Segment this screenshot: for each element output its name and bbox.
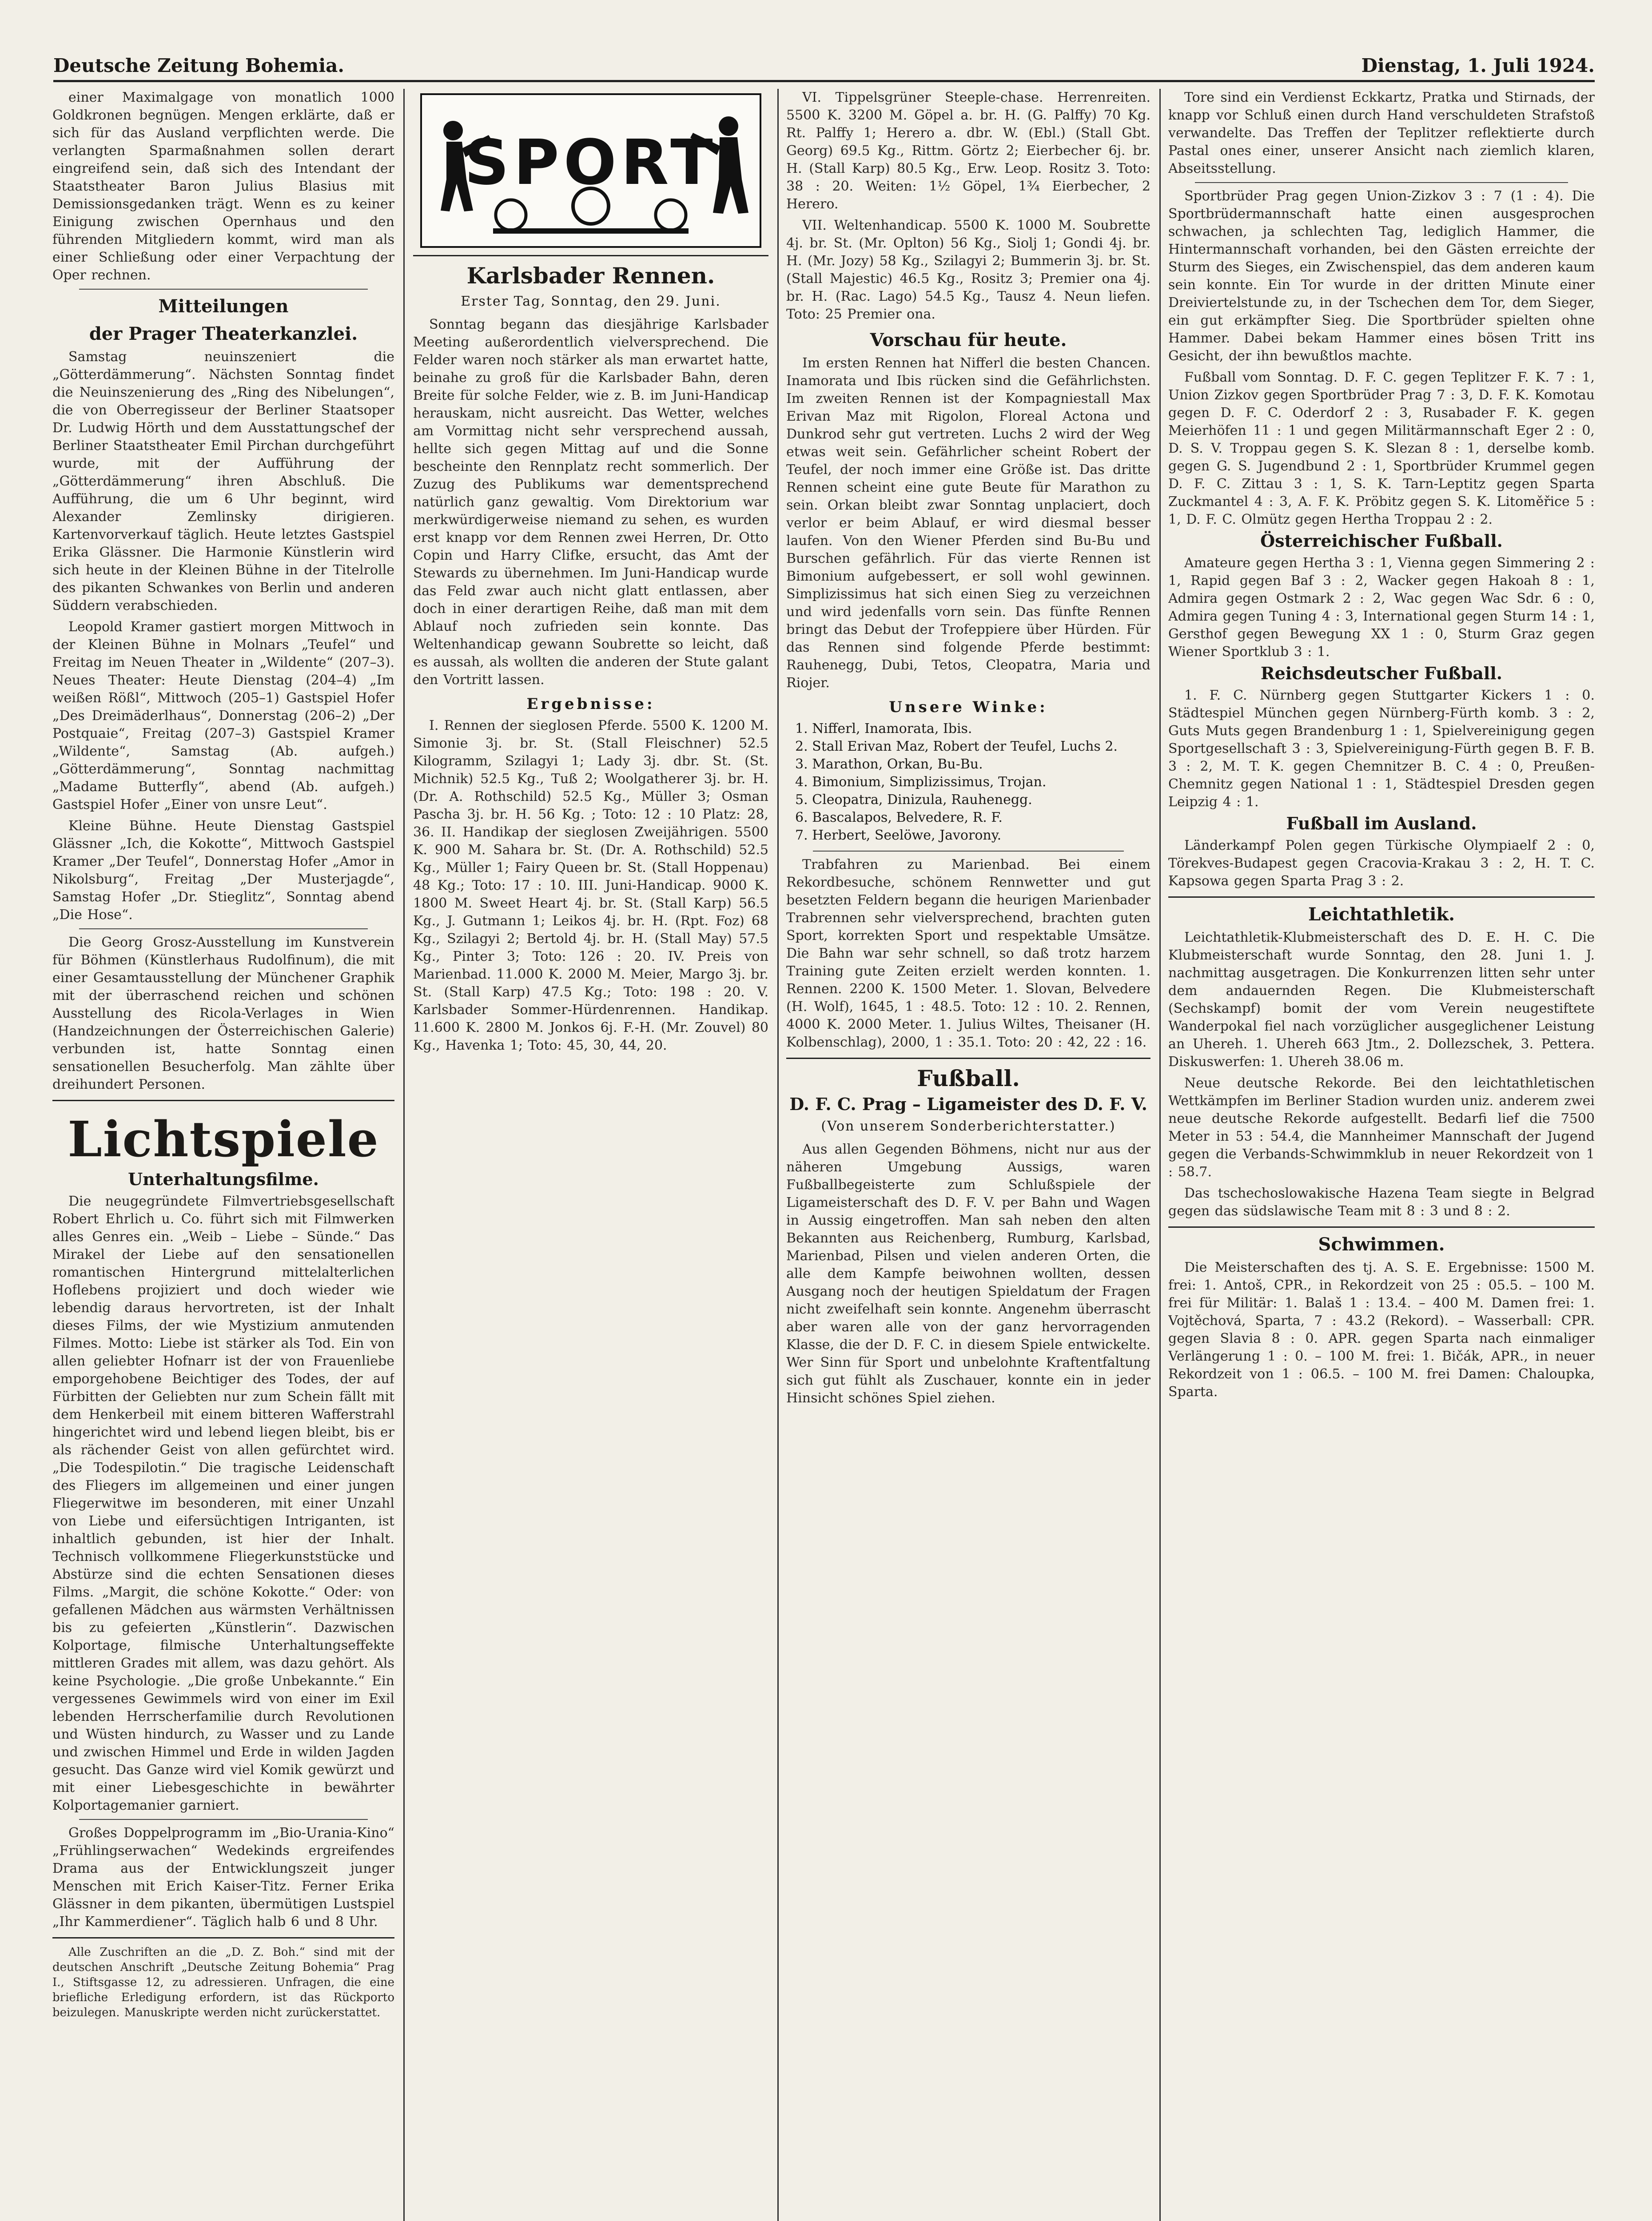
divider — [79, 289, 368, 290]
list-item: 7. Herbert, Seelöwe, Javorony. — [795, 827, 1002, 843]
trabfahren-paragraph: Trabfahren zu Marienbad. Bei einem Rekordbesuche, schönem Rennwetter und gut besetzten Feldern begann die heurigen Marienbader Trabrennen sehr vielversprechend, brachten guten Sport, korrekten Sport und respektable Umsätze. Die Bahn war sehr schnell, so daß trotz harzem Training gute Zeiten erzielt werden konnten. 1. Rennen. 2200 K. 1500 Meter. 1. Slovan, Belvedere (H. Wolf), 1645, 1 : 48.5. Toto: 12 : 10. 2. Rennen, 4000 K. 2000 Meter. 1. Julius Wiltes, Theisaner (H. Kolbenschlag), 2000, 1 : 35.1. Toto: 20 : 42, 22 : 16. — [786, 856, 1150, 1050]
divider — [1168, 896, 1595, 898]
column-rule — [1159, 89, 1161, 2221]
fussball-sonntag-paragraph: Fußball vom Sonntag. D. F. C. gegen Teplitzer F. K. 7 : 1, Union Zizkov gegen Sportbrüder Prag 7 : 3, D. F. K. Komotau gegen D. F. C. Oderdorf 2 : 3, Rusabader F. K. gegen Meierhöfen 11 : 1 und gegen Militärmannschaft Eger 2 : 0, D. S. V. Troppau gegen S. K. Slezan 8 : 1, derselbe komb. gegen G. S. Jugendbund 2 : 1, Sportbrüder Krummel gegen D. F. C. Zittau 3 : 1, S. K. Tarn-Leptitz gegen Sparta Zuckmantel 4 : 3, A. F. K. Pröbitz gegen S. K. Litoměřice 5 : 1, D. F. C. Olmütz gegen Hertha Troppau 2 : 2. — [1168, 370, 1595, 527]
intro-paragraph: einer Maximalgage von monatlich 1000 Goldkronen begnügen. Mengen erklärte, daß er sich für das Ausland verpflichten werde. Die verlangten Sparmaßnahmen sollen derart eingreifend sein, daß sich des Intendant der Staatstheater Baron Julius Blasius mit Demissionsgedanken trägt. Wenn es zu keiner Einigung zwischen Opernhaus und den führenden Mitgliedern kommt, wird man als einer Schließung oder einer Verpachtung der Oper rechnen. — [52, 90, 394, 283]
unterhaltung-subheading: Unterhaltungsfilme. — [128, 1169, 319, 1189]
divider — [79, 1819, 368, 1820]
rennen-paragraph: Sonntag begann das diesjährige Karlsbader Meeting außerordentlich vielversprechend. Die Felder waren noch stärker als man erwartet hatte, beinahe zu groß für die Karlsbader Bahn, deren Breite für solche Felder, wie z. B. im Juni-Handicap herauskam, nicht ausreicht. Das Wetter, welches am Vormittag nicht sehr versprechend aussah, hellte sich gegen Mittag auf und die Sonne bescheinte den Rennplatz recht sommerlich. Der Zuzug des Publikums war dementsprechend natürlich ganz gewaltig. Vom Direktorium war merkwürdigerweise niemand zu sehen, es wurden erst knapp vor dem Rennen zwei Herren, Dr. Otto Copin und Harry Clifke, ersucht, das Amt der Stewards zu übernehmen. Im Juni-Handicap wurde das Feld zwar auch nicht glatt entlassen, aber doch in einer derartigen Reihe, daß man mit dem Ablauf noch zufrieden sein konnte. Das Weltenhandicap gewann Soubrette so leicht, daß es aussah, als wollten die anderen der Stute galant den Vortritt lassen. — [413, 317, 768, 688]
rennen-dateline: Erster Tag, Sonntag, den 29. Juni. — [461, 294, 721, 309]
theater-paragraph: Samstag neuinszeniert die „Götterdämmerung“. Nächsten Sonntag findet die Neuinszenierung des „Ring des Nibelungen“, die von Oberregisseur der Berliner Staatsoper Dr. Ludwig Hörth und dem Ausstattungschef der Berliner Staatstheater Emil Pirchan durchgeführt wurde, mit der Aufführung der „Götterdämmerung“ ihren Abschluß. Die Aufführung, die um 6 Uhr beginnt, wird Alexander Zemlinsky dirigieren. Kartenvorverkauf täglich. Heute letztes Gastspiel Erika Glässner. Die Harmonie Künstlerin wird sich heute in der Kleinen Bühne in der Titelrolle des pikanten Schwankes von Berlin und anderen Süddern verabschieden. — [52, 349, 394, 613]
divider — [413, 255, 768, 256]
mitteilungen-heading: Mitteilungen — [158, 296, 289, 317]
divider — [786, 1058, 1150, 1059]
leichtathletik-paragraph: Leichtathletik-Klubmeisterschaft des D. E. H. C. Die Klubmeisterschaft wurde Sonntag, den 28. Juni 1. J. nachmittag ausgetragen. Die Konkurrenzen litten sehr unter dem andauernden Regen. Die Klubmeisterschaft (Sechskampf) bomit der vom Verein neugestiftete Wanderpokal fiel nach vorzüglicher ausgeglichener Leistung an Uhereh. 1. Uhereh 663 Jtm., 2. Dollezschek, 3. Pettera. Diskuswerfen: 1. Uhereh 38.06 m. — [1168, 930, 1595, 1070]
divider — [1195, 182, 1568, 183]
column-rule — [777, 89, 779, 2221]
fussball-note: (Von unserem Sonderberichterstatter.) — [821, 1118, 1116, 1134]
grosz-paragraph: Die Georg Grosz-Ausstellung im Kunstverein für Böhmen (Künstlerhaus Rudolfinum), die mit einer Gesamtausstellung der Münchener Graphik mit der überraschend reichen und schönen Ausstellung des Ricola-Verlages in Wien (Handzeichnungen der Österreichischen Galerie) verbunden ist, hatte Sonntag einen sensationellen Besucherfolg. Man zählte über dreihundert Personen. — [52, 935, 394, 1092]
kleine-buehne-paragraph: Kleine Bühne. Heute Dienstag Gastspiel Glässner „Ich, die Kokotte“, Mittwoch Gastspiel Kramer „Der Teufel“, Donnerstag Hofer „Amor in Nikolsburg“, Freitag „Der Musterjagde“, Samstag Hofer „Dr. Stieglitz“, Sonntag abend „Die Hose“. — [52, 818, 394, 923]
reichsdeutsch-paragraph: 1. F. C. Nürnberg gegen Stuttgarter Kickers 1 : 0. Städtespiel München gegen Nürnberg-Fürth komb. 3 : 2, Guts Muts gegen Brandenburg 1 : 1, Spielvereinigung gegen Sportgesellschaft 3 : 3, Spielvereinigung-Fürth gegen B. F. B. 3 : 2, M. T. K. gegen Chemnitzer B. C. 4 : 0, Preußen-Chemnitz gegen National 1 : 1, Städtespiel Dresden gegen Leipzig 4 : 1. — [1168, 688, 1595, 810]
page-header — [53, 50, 1595, 82]
footer-note: Alle Zuschriften an die „D. Z. Boh.“ sind mit der deutschen Anschrift „Deutsche Zeitung Bohemia“ Prag I., Stiftsgasse 12, zu adressieren. Unfragen, die eine briefliche Erledigung erfordern, ist das Rückporto beizulegen. Manuskripte werden nicht zurückerstattet. — [52, 1946, 394, 2019]
column-3 — [786, 89, 1150, 2221]
top-paragraph: Tore sind ein Verdienst Eckkartz, Pratka und Stirnads, der knapp vor Schluß einen durch Hand verschuldeten Strafstoß verwandelte. Das Treffen der Teplitzer reflektierte durch Pastal ones einer, unserer Ansicht nach ziemlich klaren, Abseitsstellung. — [1168, 90, 1595, 176]
divider — [1168, 1226, 1595, 1228]
list-item: 6. Bascalapos, Belvedere, R. F. — [795, 809, 1003, 825]
sport-banner — [420, 93, 761, 248]
list-item: 3. Marathon, Orkan, Bu-Bu. — [795, 756, 983, 772]
tippelsgruener-paragraph: VI. Tippelsgrüner Steeple-chase. Herrenreiten. 5500 K. 3200 M. Göpel a. br. H. (G. Palffy) 70 Kg. Rt. Palffy 1; Herero a. dbr. W. (Ebl.) (Stall Gbt. Georg) 69.5 Kg., Rittm. Görtz 2; Eierbecher 6j. br. H. (Stall Karp) 80.5 Kg., Erw. Leop. Rositz 3. Toto: 38 : 20. Weiten: 1½ Göpel, 1¾ Eierbecher, 2 Herero. — [786, 90, 1150, 212]
list-item: 2. Stall Erivan Maz, Robert der Teufel, Luchs 2. — [795, 738, 1118, 754]
ergebnisse-paragraph: I. Rennen der sieglosen Pferde. 5500 K. 1200 M. Simonie 3j. br. St. (Stall Fleischner) 52.5 Kilogramm, Szilagyi 1; Lady 3j. dbr. St. (St. Michnik) 52.5 Kg., Tuß 2; Woolgatherer 3j. br. H. (Dr. A. Rothschild) 52.5 Kg., Müller 3; Osman Pascha 3j. br. H. 56 Kg. ; Toto: 12 : 10 Platz: 28, 36. II. Handikap der sieglosen Zweijährigen. 5500 K. 900 M. Sahara br. St. (Dr. A. Rothschild) 52.5 Kg., Müller 1; Fairy Queen br. St. (Stall Hoppenau) 48 Kg.; Toto: 17 : 10. III. Juni-Handicap. 9000 K. 1800 M. Sweet Heart 4j. br. St. (Stall Karp) 56.5 Kg., J. Gutmann 1; Leikos 4j. br. H. (Rpt. Foz) 68 Kg., Szilagyi 2; Bertold 4j. br. H. (Stall May) 57.5 Kg., Pinter 3; Toto: 126 : 20. IV. Preis von Marienbad. 11.000 K. 2000 M. Meier, Margo 3j. br. St. (Stall Karp) 47.5 Kg.; Toto: 198 : 20. V. Karlsbader Sommer-Hürdenrennen. Handikap. 11.600 K. 2800 M. Jonkos 6j. F.-H. (Mr. Zouvel) 80 Kg., Havenka 1; Toto: 45, 30, 44, 20. — [413, 717, 768, 1053]
divider — [52, 1937, 394, 1938]
fussball-heading: Fußball. — [917, 1065, 1020, 1091]
list-item: 5. Cleopatra, Dinizula, Rauhenegg. — [795, 792, 1032, 808]
rennen-heading: Karlsbader Rennen. — [466, 263, 715, 289]
winke-list — [786, 720, 1150, 844]
vorschau-heading: Vorschau für heute. — [870, 330, 1067, 350]
column-4 — [1168, 89, 1595, 2221]
list-item: 1. Nifferl, Inamorata, Ibis. — [795, 720, 972, 736]
sport-banner-illustration — [422, 95, 760, 246]
kramer-paragraph: Leopold Kramer gastiert morgen Mittwoch in der Kleinen Bühne in Molnars „Teufel“ und Freitag im Neuen Theater in „Wildente“ (207–3). Neues Theater: Heute Dienstag (204–4) „Im weißen Rößl“, Mittwoch (205–1) Gastspiel Hofer „Des Dreimäderlhaus“, Donnerstag (206–2) „Der Postquaie“, Freitag (207–3) Gastspiel Kramer „Wildente“, Samstag (Ab. aufgeh.) „Götterdämmerung“, Sonntag nachmittag „Madame Butterfly“, abend (Ab. aufgeh.) Gastspiel Hofer „Einer von unsre Leut“. — [52, 619, 394, 812]
column-2 — [413, 89, 768, 2221]
lichtspiele-paragraph: Die neugegründete Filmvertriebsgesellschaft Robert Ehrlich u. Co. führt sich mit Filmwerken alles Genres ein. „Weib – Liebe – Sünde.“ Das Mirakel der Liebe auf den sensationellen romantischen Hintergrund mittelalterlichen Hoflebens projiziert und doch wieder wie lebendig daraus hervortreten, ist der Inhalt dieses Films, der wie Mystizium anmutenden Filmes. Motto: Liebe ist stärker als Tod. Ein von allen geliebter Hofnarr ist der von Frauenliebe emporgehobene Beichtiger des Todes, der auf Fürbitten der Geliebten nur zum Schein fällt mit dem Henkerbeil mit einem bitteren Wafferstrahl hingerichtet wird und lebend liegen bleibt, bis er als rächender Geist von allen gefürchtet wird. „Die Todespilotin.“ Die tragische Leidenschaft des Fliegers im allgemeinen und einer jungen Fliegerwitwe im besonderen, mit einer Unzahl von Liebe und eifersüchtigen Intriganten, ist inhaltlich gebunden, ist hier der Inhalt. Technisch vollkommene Fliegerkunststücke und Abstürze sind die echten Sensationen dieses Films. „Margit, die schöne Kokotte.“ Oder: von gefallenen Mädchen aus wärmsten Verhältnissen bis zu gefeierten „Künstlerin“. Dazwischen Kolportage, filmische Unterhaltungseffekte mittleren Grades mit allem, was dazu gehört. Als keine Psychologie. „Die große Unbekannte.“ Ein vergessenes Gewimmels wird von einer im Exil lebenden Herrscherfamilie durch Revolutionen und Wüsten hindurch, zu Wasser und zu Lande und zwischen Himmel und Erde in wilden Jagden gesucht. Das Ganze wird viel Komik gewürzt und mit einer Liebesgeschichte in bewährter Kolportagemanier garniert. — [52, 1194, 394, 1813]
column-1 — [52, 89, 394, 2221]
rekorde-paragraph: Neue deutsche Rekorde. Bei den leichtathletischen Wettkämpfen im Berliner Stadion wurden uniz. anderem zwei neue deutsche Rekorde aufgestellt. Bedarfi lief die 7500 Meter in 53 : 54.4, die Mannheimer Mannschaft der Jugend gegen die Verbands-Schwimmklub in neuer Rekordzeit von 1 : 58.7. — [1168, 1075, 1595, 1180]
schwimmen-heading: Schwimmen. — [1318, 1234, 1445, 1255]
doppelprogramm-paragraph: Großes Doppelprogramm im „Bio-Urania-Kino“ „Frühlingserwachen“ Wedekinds ergreifendes Drama aus der Entwicklungszeit junger Menschen mit Erich Kaiser-Titz. Ferner Erika Glässner in dem pikanten, übermütigen Lustspiel „Ihr Kammerdiener“. Täglich halb 6 und 8 Uhr. — [52, 1825, 394, 1930]
ausland-paragraph: Länderkampf Polen gegen Türkische Olympiaelf 2 : 0, Törekves-Budapest gegen Cracovia-Krakau 3 : 2, H. T. C. Kapsowa gegen Sparta Prag 3 : 2. — [1168, 838, 1595, 889]
header-paper-name: Deutsche Zeitung Bohemia. — [53, 55, 344, 76]
divider — [52, 1100, 394, 1101]
fussball-subheading: D. F. C. Prag – Ligameister des D. F. V. — [789, 1094, 1147, 1114]
oesterreich-paragraph: Amateure gegen Hertha 3 : 1, Vienna gegen Simmering 2 : 1, Rapid gegen Baf 3 : 2, Wacker gegen Hakoah 8 : 1, Admira gegen Ostmark 2 : 2, Wac gegen Wac Sdr. 6 : 0, Admira gegen Tuning 4 : 3, International gegen Sturm 14 : 1, Gersthof gegen Bewegung XX 1 : 0, Sturm Graz gegen Wiener Sportklub 3 : 1. — [1168, 555, 1595, 660]
lichtspiele-heading: Lichtspiele — [68, 1110, 379, 1168]
oesterreich-heading: Österreichischer Fußball. — [1260, 531, 1503, 551]
ergebnisse-heading: Ergebnisse: — [526, 695, 655, 713]
column-rule — [403, 89, 405, 2221]
header-date: Dienstag, 1. Juli 1924. — [1361, 55, 1595, 76]
ausland-heading: Fußball im Ausland. — [1286, 813, 1477, 833]
list-item: 4. Bimonium, Simplizissimus, Trojan. — [795, 774, 1047, 790]
hazena-paragraph: Das tschechoslowakische Hazena Team siegte in Belgrad gegen das südslawische Team mit 8 : 3 und 8 : 2. — [1168, 1186, 1595, 1219]
weltenhandicap-paragraph: VII. Weltenhandicap. 5500 K. 1000 M. Soubrette 4j. br. St. (Mr. Oplton) 56 Kg., Siolj 1; Gondi 4j. br. H. (Mr. Jozy) 58 Kg., Szilagyi 2; Bummerin 3j. br. St. (Stall Majestic) 46.5 Kg., Rositz 3; Premier ona 4j. br. H. (Rac. Lago) 54.5 Kg., Tausz 4. Neun liefen. Toto: 25 Premier ona. — [786, 218, 1150, 322]
leichtathletik-heading: Leichtathletik. — [1308, 904, 1455, 925]
sport-banner-word: SPORT — [464, 127, 717, 199]
reichsdeutsch-heading: Reichsdeutscher Fußball. — [1261, 663, 1502, 683]
fussball-paragraph: Aus allen Gegenden Böhmens, nicht nur aus der näheren Umgebung Aussigs, waren Fußballbegeisterte zum Schlußspiele der Ligameisterschaft des D. F. V. per Bahn und Wagen in Aussig eingetroffen. Man sah neben den alten Bekannten aus Reichenberg, Rumburg, Karlsbad, Marienbad, Pilsen und vielen anderen Orten, die alle dem Kampfe beiwohnen wollten, dessen Ausgang noch der heutigen Spieldatum der Fragen nicht zweifelhaft sein konnte. Angenehm überrascht aber waren alle von der ganz hervorragenden Klasse, die der D. F. C. in diesem Spiele entwickelte. Wer Sinn für Sport und unbelohnte Kraftentfaltung sich gut fühlt als Zuschauer, konnte ein in jeder Hinsicht schönes Spiel ziehen. — [786, 1141, 1150, 1406]
vorschau-paragraph: Im ersten Rennen hat Nifferl die besten Chancen. Inamorata und Ibis rücken sind die Gefährlichsten. Im zweiten Rennen ist der Kompagniestall Max Erivan Maz mit Rigolon, Floreal Actona und Dunkrod sehr gut vertreten. Luchs 2 wird der Weg etwas weit sein. Gefährlicher scheint Robert der Teufel, der noch immer eine Größe ist. Das dritte Rennen scheint eine gute Beute für Marathon zu sein. Orkan bleibt zwar Sonntag unplaciert, doch verlor er beim Ablauf, er wird diesmal besser laufen. Von den Wiener Pferden sind Bu-Bu und Burschen gefährlich. Für das vierte Rennen ist Bimonium aufgebessert, er soll wohl gewinnen. Simplizissimus hat sich einen Sieg zu verzeichnen und wird jedenfalls vorn sein. Das fünfte Rennen bringt das Debut der Trofeppiere über Hürden. Für das Rennen sind folgende Pferde bestimmt: Rauhenegg, Dubi, Tetos, Cleopatra, Maria und Riojer. — [786, 355, 1150, 691]
sportbrueder-paragraph: Sportbrüder Prag gegen Union-Zizkov 3 : 7 (1 : 4). Die Sportbrüdermannschaft hatte einen ausgesprochen schwachen, ja schlechten Tag, lediglich Hammer, die Hintermannschaft vorhanden, bei den Gästen erreichte der Sturm des Sieges, ein Zwischenspiel, das dem anderen kaum sein konnte. Ein Tor wurde in der dritten Minute einer Dreiviertelstunde zu, in der Tschechen dem Tor, dem Sieger, ein gut erkämpfter Sieg. Die Sportbrüder spielten ohne Hammer. Dabei bekam Hammer eines bösen Tritt ins Gesicht, der ihn bewußtlos machte. — [1168, 188, 1595, 364]
divider — [79, 928, 368, 929]
divider — [813, 851, 1124, 852]
schwimmen-paragraph: Die Meisterschaften des tj. A. S. E. Ergebnisse: 1500 M. frei: 1. Antoš, CPR., in Rekordzeit von 25 : 05.5. – 100 M. frei für Militär: 1. Balaš 1 : 13.4. – 400 M. Damen frei: 1. Vojtěchová, Sparta, 7 : 43.2 (Rekord). – Wasserball: CPR. gegen Slavia 8 : 0. APR. gegen Sparta nach einmaliger Verlängerung 1 : 0. – 100 M. frei: 1. Bičák, APR., in neuer Rekordzeit von 1 : 06.5. – 100 M. frei Damen: Chaloupka, Sparta. — [1168, 1260, 1595, 1400]
winke-heading: Unsere Winke: — [889, 698, 1048, 716]
theater-heading: der Prager Theaterkanzlei. — [89, 323, 358, 344]
